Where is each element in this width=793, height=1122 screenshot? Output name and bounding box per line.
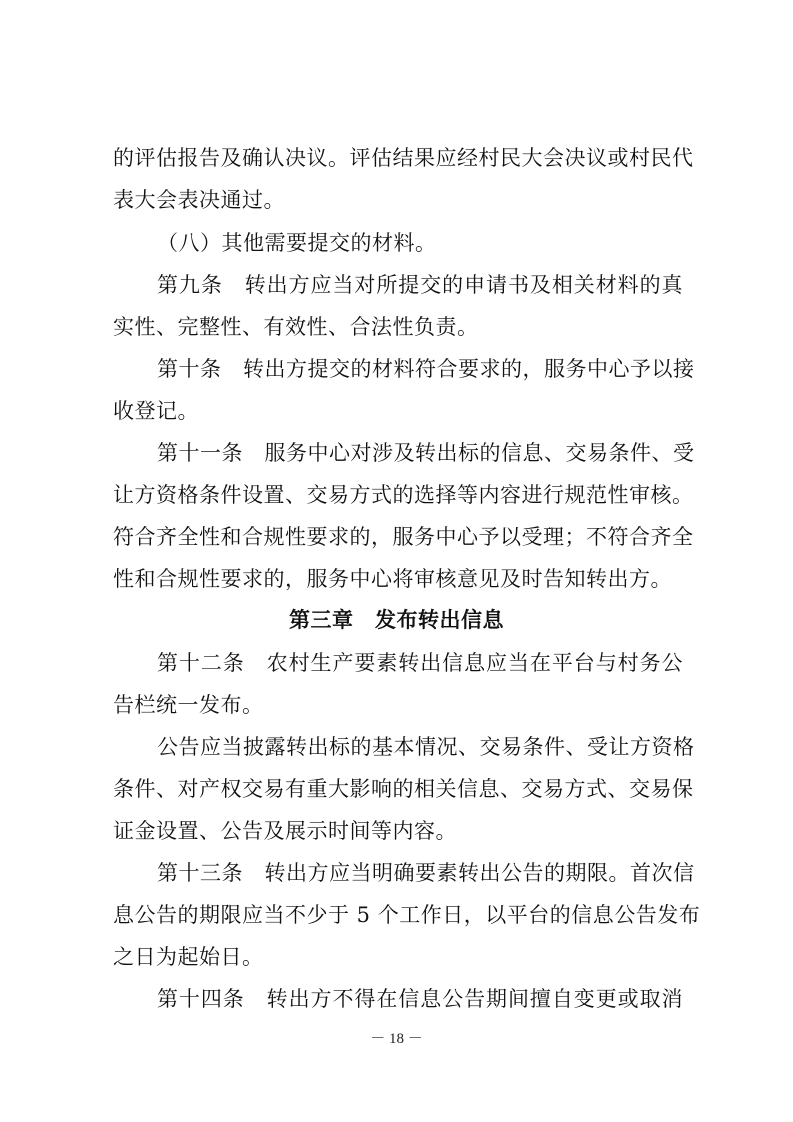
body-line: 让方资格条件设置、交易方式的选择等内容进行规范性审核。 <box>113 483 694 507</box>
body-line: 告栏统一发布。 <box>113 693 264 717</box>
body-line: 符合齐全性和合规性要求的，服务中心予以受理；不符合齐全 <box>113 525 694 549</box>
body-line: 表大会表决通过。 <box>113 188 285 212</box>
page-number: － 18 － <box>370 1031 423 1047</box>
article-12-line: 第十二条 农村生产要素转出信息应当在平台与村务公 <box>157 651 683 675</box>
article-10-line: 第十条 转出方提交的材料符合要求的，服务中心予以接 <box>157 357 695 381</box>
article-9-line: 第九条 转出方应当对所提交的申请书及相关材料的真 <box>157 273 683 297</box>
body-line: （八）其他需要提交的材料。 <box>157 231 437 255</box>
body-line: 息公告的期限应当不少于 5 个工作日，以平台的信息公告发布 <box>113 903 701 927</box>
chapter-heading: 第三章 发布转出信息 <box>289 608 504 632</box>
body-line: 实性、完整性、有效性、合法性负责。 <box>113 315 479 339</box>
body-line: 性和合规性要求的，服务中心将审核意见及时告知转出方。 <box>113 567 672 591</box>
body-line: 之日为起始日。 <box>113 945 264 969</box>
body-line: 的评估报告及确认决议。评估结果应经村民大会决议或村民代 <box>113 146 694 170</box>
body-line: 公告应当披露转出标的基本情况、交易条件、受让方资格 <box>157 735 695 759</box>
body-line: 证金设置、公告及展示时间等内容。 <box>113 819 457 843</box>
article-13-line: 第十三条 转出方应当明确要素转出公告的期限。首次信 <box>157 861 695 885</box>
body-line: 收登记。 <box>113 399 199 423</box>
article-11-line: 第十一条 服务中心对涉及转出标的信息、交易条件、受 <box>157 441 695 465</box>
article-14-line: 第十四条 转出方不得在信息公告期间擅自变更或取消 <box>157 987 683 1011</box>
body-line: 条件、对产权交易有重大影响的相关信息、交易方式、交易保 <box>113 777 694 801</box>
